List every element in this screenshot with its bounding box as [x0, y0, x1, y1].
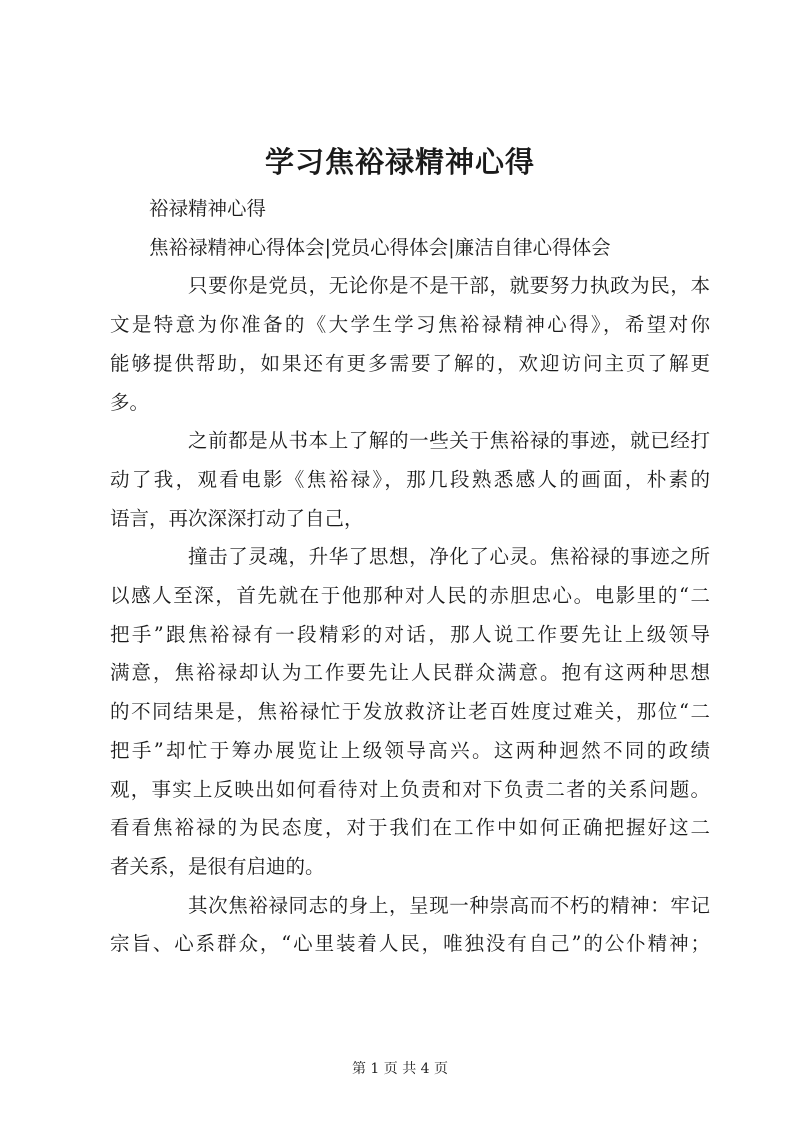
paragraph-line: 把手”却忙于筹办展览让上级领导高兴。这两种迥然不同的政绩 [110, 738, 710, 762]
paragraph-line: 动了我，观看电影《焦裕禄》，那几段熟悉感人的画面，朴素的 [110, 467, 710, 491]
paragraph-line: 观，事实上反映出如何看待对上负责和对下负责二者的关系问题。 [110, 777, 710, 801]
paragraph-line: 者关系，是很有启迪的。 [110, 854, 325, 878]
paragraph-line: 文是特意为你准备的《大学生学习焦裕禄精神心得》，希望对你 [110, 313, 710, 337]
paragraph-line: 以感人至深，首先就在于他那种对人民的赤胆忠心。电影里的“二 [110, 584, 710, 608]
paragraph-3 [110, 538, 710, 886]
paragraph-line: 其次焦裕禄同志的身上，呈现一种崇高而不朽的精神：牢记 [188, 893, 710, 917]
paragraph-line: 满意，焦裕禄却认为工作要先让人民群众满意。抱有这两种思想 [110, 661, 710, 685]
category-line: 焦裕禄精神心得体会|党员心得体会|廉洁自律心得体会 [149, 235, 611, 259]
paragraph-4 [110, 887, 710, 964]
paragraph-line: 之前都是从书本上了解的一些关于焦裕禄的事迹，就已经打 [188, 429, 710, 453]
paragraph-line: 的不同结果是，焦裕禄忙于发放救济让老百姓度过难关，那位“二 [110, 700, 710, 724]
paragraph-line: 能够提供帮助，如果还有更多需要了解的，欢迎访问主页了解更 [110, 351, 710, 375]
paragraph-line: 多。 [110, 390, 150, 414]
paragraph-line: 宗旨、心系群众，“心里装着人民，唯独没有自己”的公仆精神； [110, 932, 710, 956]
paragraph-2 [110, 422, 710, 538]
paragraph-1 [110, 267, 710, 422]
subtitle-line: 裕禄精神心得 [149, 197, 267, 220]
paragraph-line: 看看焦裕禄的为民态度，对于我们在工作中如何正确把握好这二 [110, 816, 710, 840]
document-body [110, 190, 710, 964]
document-title: 学习焦裕禄精神心得 [264, 145, 535, 179]
paragraph-line: 撞击了灵魂，升华了思想，净化了心灵。焦裕禄的事迹之所 [188, 545, 710, 569]
paragraph-line: 语言，再次深深打动了自己， [110, 506, 364, 530]
paragraph-line: 把手”跟焦裕禄有一段精彩的对话，那人说工作要先让上级领导 [110, 622, 710, 646]
paragraph-line: 只要你是党员，无论你是不是干部，就要努力执政为民，本 [188, 274, 710, 298]
page-footer: 第 1 页 共 4 页 [351, 1061, 449, 1077]
